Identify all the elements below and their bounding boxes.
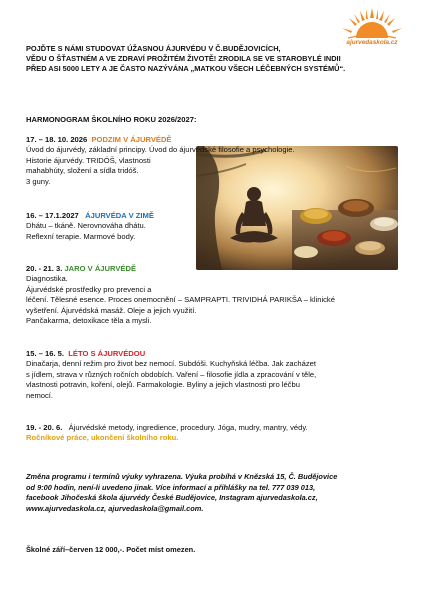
block-header bbox=[26, 349, 406, 359]
intro-line: VĚDU O ŠŤASTNÉM A VE ZDRAVÍ PROŽITÉM ŽIVOTĚ! ZRODILA SE VE STAROBYLÉ INDII bbox=[26, 53, 341, 63]
block-dates: 16. – 17.1.2027 bbox=[26, 211, 79, 220]
schedule-heading: HARMONOGRAM ŠKOLNÍHO ROKU 2026/2027: bbox=[26, 115, 197, 124]
block-header bbox=[26, 423, 406, 433]
block-line: léčení. Tělesné esence. Proces onemocnění – SAMPRAPTI. TRIVIDHÁ PARIKŠA – klinické bbox=[26, 295, 335, 305]
intro-text bbox=[26, 44, 356, 74]
block-title: ÁJURVÉDA V ZIMĚ bbox=[85, 211, 154, 220]
schedule-block-spring bbox=[26, 264, 406, 327]
block-line: Diagnostika. bbox=[26, 274, 68, 284]
footer-line: Změna programu i termínů výuky vyhrazena. Výuka probíhá v Knězská 15, Č. Budějovice bbox=[26, 472, 338, 481]
block-line: Ájurvédské prostředky pro prevenci a bbox=[26, 284, 152, 294]
block-dates: 20. - 21. 3. bbox=[26, 264, 63, 273]
block-dates: 17. – 18. 10. 2026 bbox=[26, 135, 88, 144]
block-line: Dinačarja, denní režim pro život bez nemocí. Subdóši. Kuchyňská léčba. Jak zacházet bbox=[26, 359, 316, 369]
schedule-block-winter bbox=[26, 211, 406, 242]
schedule-block-june bbox=[26, 423, 406, 444]
block-line: nemocí. bbox=[26, 390, 54, 400]
block-line: s jídlem, strava v různých ročních obdobích. Vaření – filosofie jídla a zpracování v těle, bbox=[26, 369, 317, 379]
schedule-block-summer bbox=[26, 349, 406, 401]
block-line: mahabhúty, složení a sídla tridóš. bbox=[26, 166, 139, 176]
block-title: LÉTO S ÁJURVÉDOU bbox=[68, 349, 146, 358]
tuition-price: Školné září–červen 12 000,-. Počet míst omezen. bbox=[26, 545, 196, 554]
block-title: PODZIM V ÁJURVÉDĚ bbox=[91, 135, 172, 144]
block-line: Pančakarma, detoxikace těla a mysli. bbox=[26, 316, 152, 326]
footer-line: www.ajurvedaskola.cz, ajurvedaskola@gmail.com. bbox=[26, 504, 204, 514]
block-header bbox=[26, 135, 406, 145]
block-line: Úvod do ájurvédy, základní principy. Úvod do ájurvédské filosofie a psychologie. bbox=[26, 145, 295, 155]
block-line: Historie ájurvédy. TRIDÓŠ, vlastnosti bbox=[26, 155, 151, 165]
footer-info bbox=[26, 472, 406, 515]
schedule-block-autumn bbox=[26, 135, 406, 187]
block-dates: 19. - 20. 6. bbox=[26, 423, 63, 432]
block-line: Dhátu – tkáně. Nerovnováha dhátu. bbox=[26, 221, 146, 231]
block-title: JARO V ÁJURVÉDĚ bbox=[64, 264, 137, 273]
block-line: 3 guny. bbox=[26, 176, 51, 186]
block-title: Ročníkové práce, ukončení školního roku. bbox=[26, 433, 179, 443]
logo-text: ajurvedaskola.cz bbox=[346, 39, 398, 46]
footer-line: facebook Jihočeská škola ájurvédy České Budějovice, Instagram ajurvedaskola.cz, bbox=[26, 493, 318, 503]
block-header bbox=[26, 211, 406, 221]
block-line: Ájurvédské metody, ingredience, procedury. Jóga, mudry, mantry, védy. bbox=[68, 423, 308, 432]
footer-line: od 9:00 hodin, není-li uvedeno jinak. Více informací a přihlášky na tel. 777 039 013, bbox=[26, 482, 316, 492]
block-line: Reflexní terapie. Marmové body. bbox=[26, 231, 136, 241]
sun-logo-icon bbox=[338, 8, 406, 42]
intro-line: PŘED ASI 5000 LETY A JE ČASTO NAZÝVÁNA „MATKOU VŠECH LÉČEBNÝCH SYSTÉMŮ“. bbox=[26, 63, 346, 73]
intro-line: POJĎTE S NÁMI STUDOVAT ÚŽASNOU ÁJURVÉDU V Č.BUDĚJOVICÍCH, bbox=[26, 44, 281, 53]
block-line: vyšetření. Ájurvédská masáž. Oleje a jejich využití. bbox=[26, 305, 197, 315]
block-dates: 15. – 16. 5. bbox=[26, 349, 64, 358]
block-header bbox=[26, 264, 406, 274]
block-line: vlastnosti potravin, koření, olejů. Farmakologie. Byliny a jejich vlastnosti pro léčbu bbox=[26, 380, 300, 390]
